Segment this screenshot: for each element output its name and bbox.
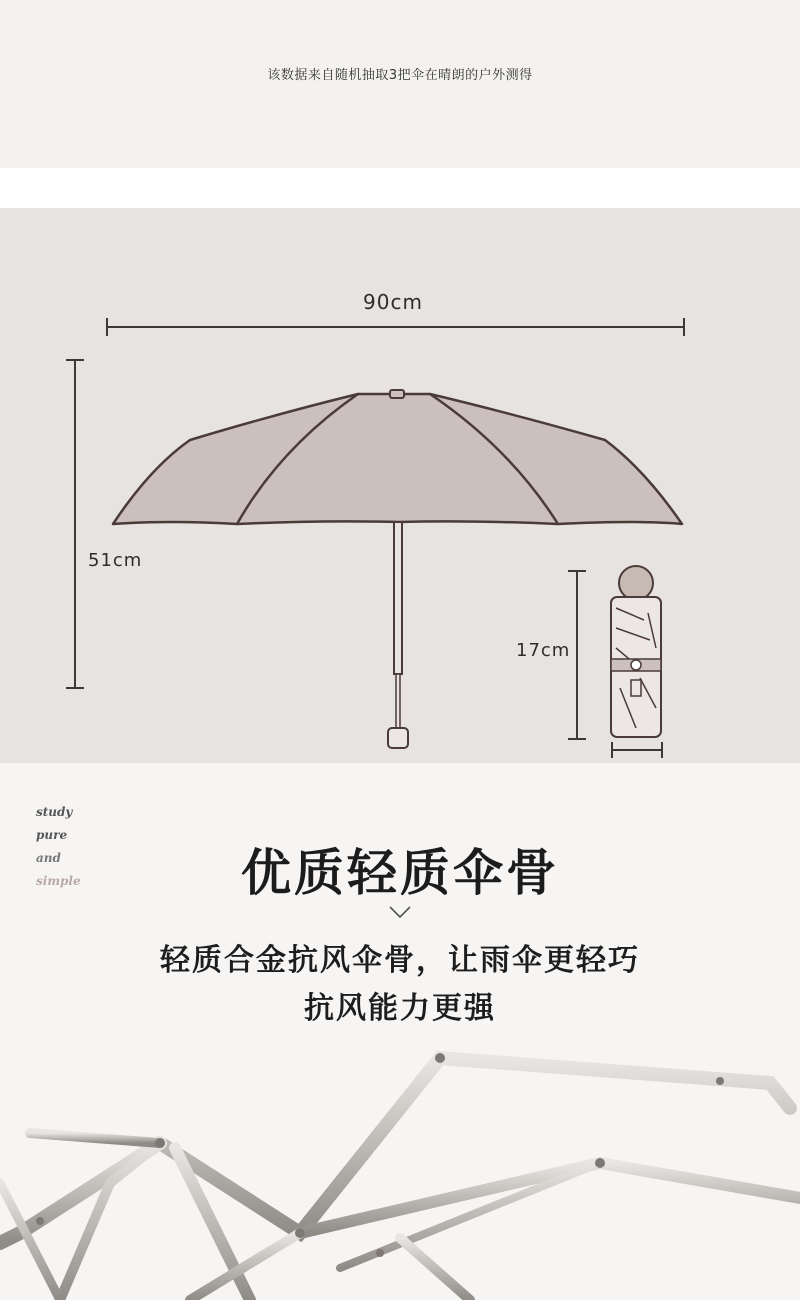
side-word-pure: pure [36,828,68,842]
height-dimension-label: 51cm [88,550,143,571]
folded-umbrella-icon [611,566,661,737]
chevron-down-icon [388,903,412,923]
folded-length-label: 17cm [516,640,571,661]
feature-subline-1: 轻质合金抗风伞骨，让雨伞更轻巧 [160,943,640,978]
frame-feature-panel [0,763,800,1300]
open-umbrella-icon [113,390,682,748]
feature-headline: 优质轻质伞骨 [241,844,559,902]
side-word-simple: simple [36,874,81,888]
side-word-study: study [36,805,73,819]
umbrella-frame-image [0,1033,800,1300]
width-dimension-label: 90cm [363,290,423,314]
test-note-text: 该数据来自随机抽取3把伞在晴朗的户外测得 [267,68,533,83]
height-dimension-line [66,360,84,688]
umbrella-dimension-diagram [0,208,800,763]
side-word-and: and [36,851,61,865]
dimension-panel [0,208,800,763]
width-dimension-line [107,318,684,336]
test-note-panel [0,0,800,168]
feature-subline-2: 抗风能力更强 [304,991,496,1026]
